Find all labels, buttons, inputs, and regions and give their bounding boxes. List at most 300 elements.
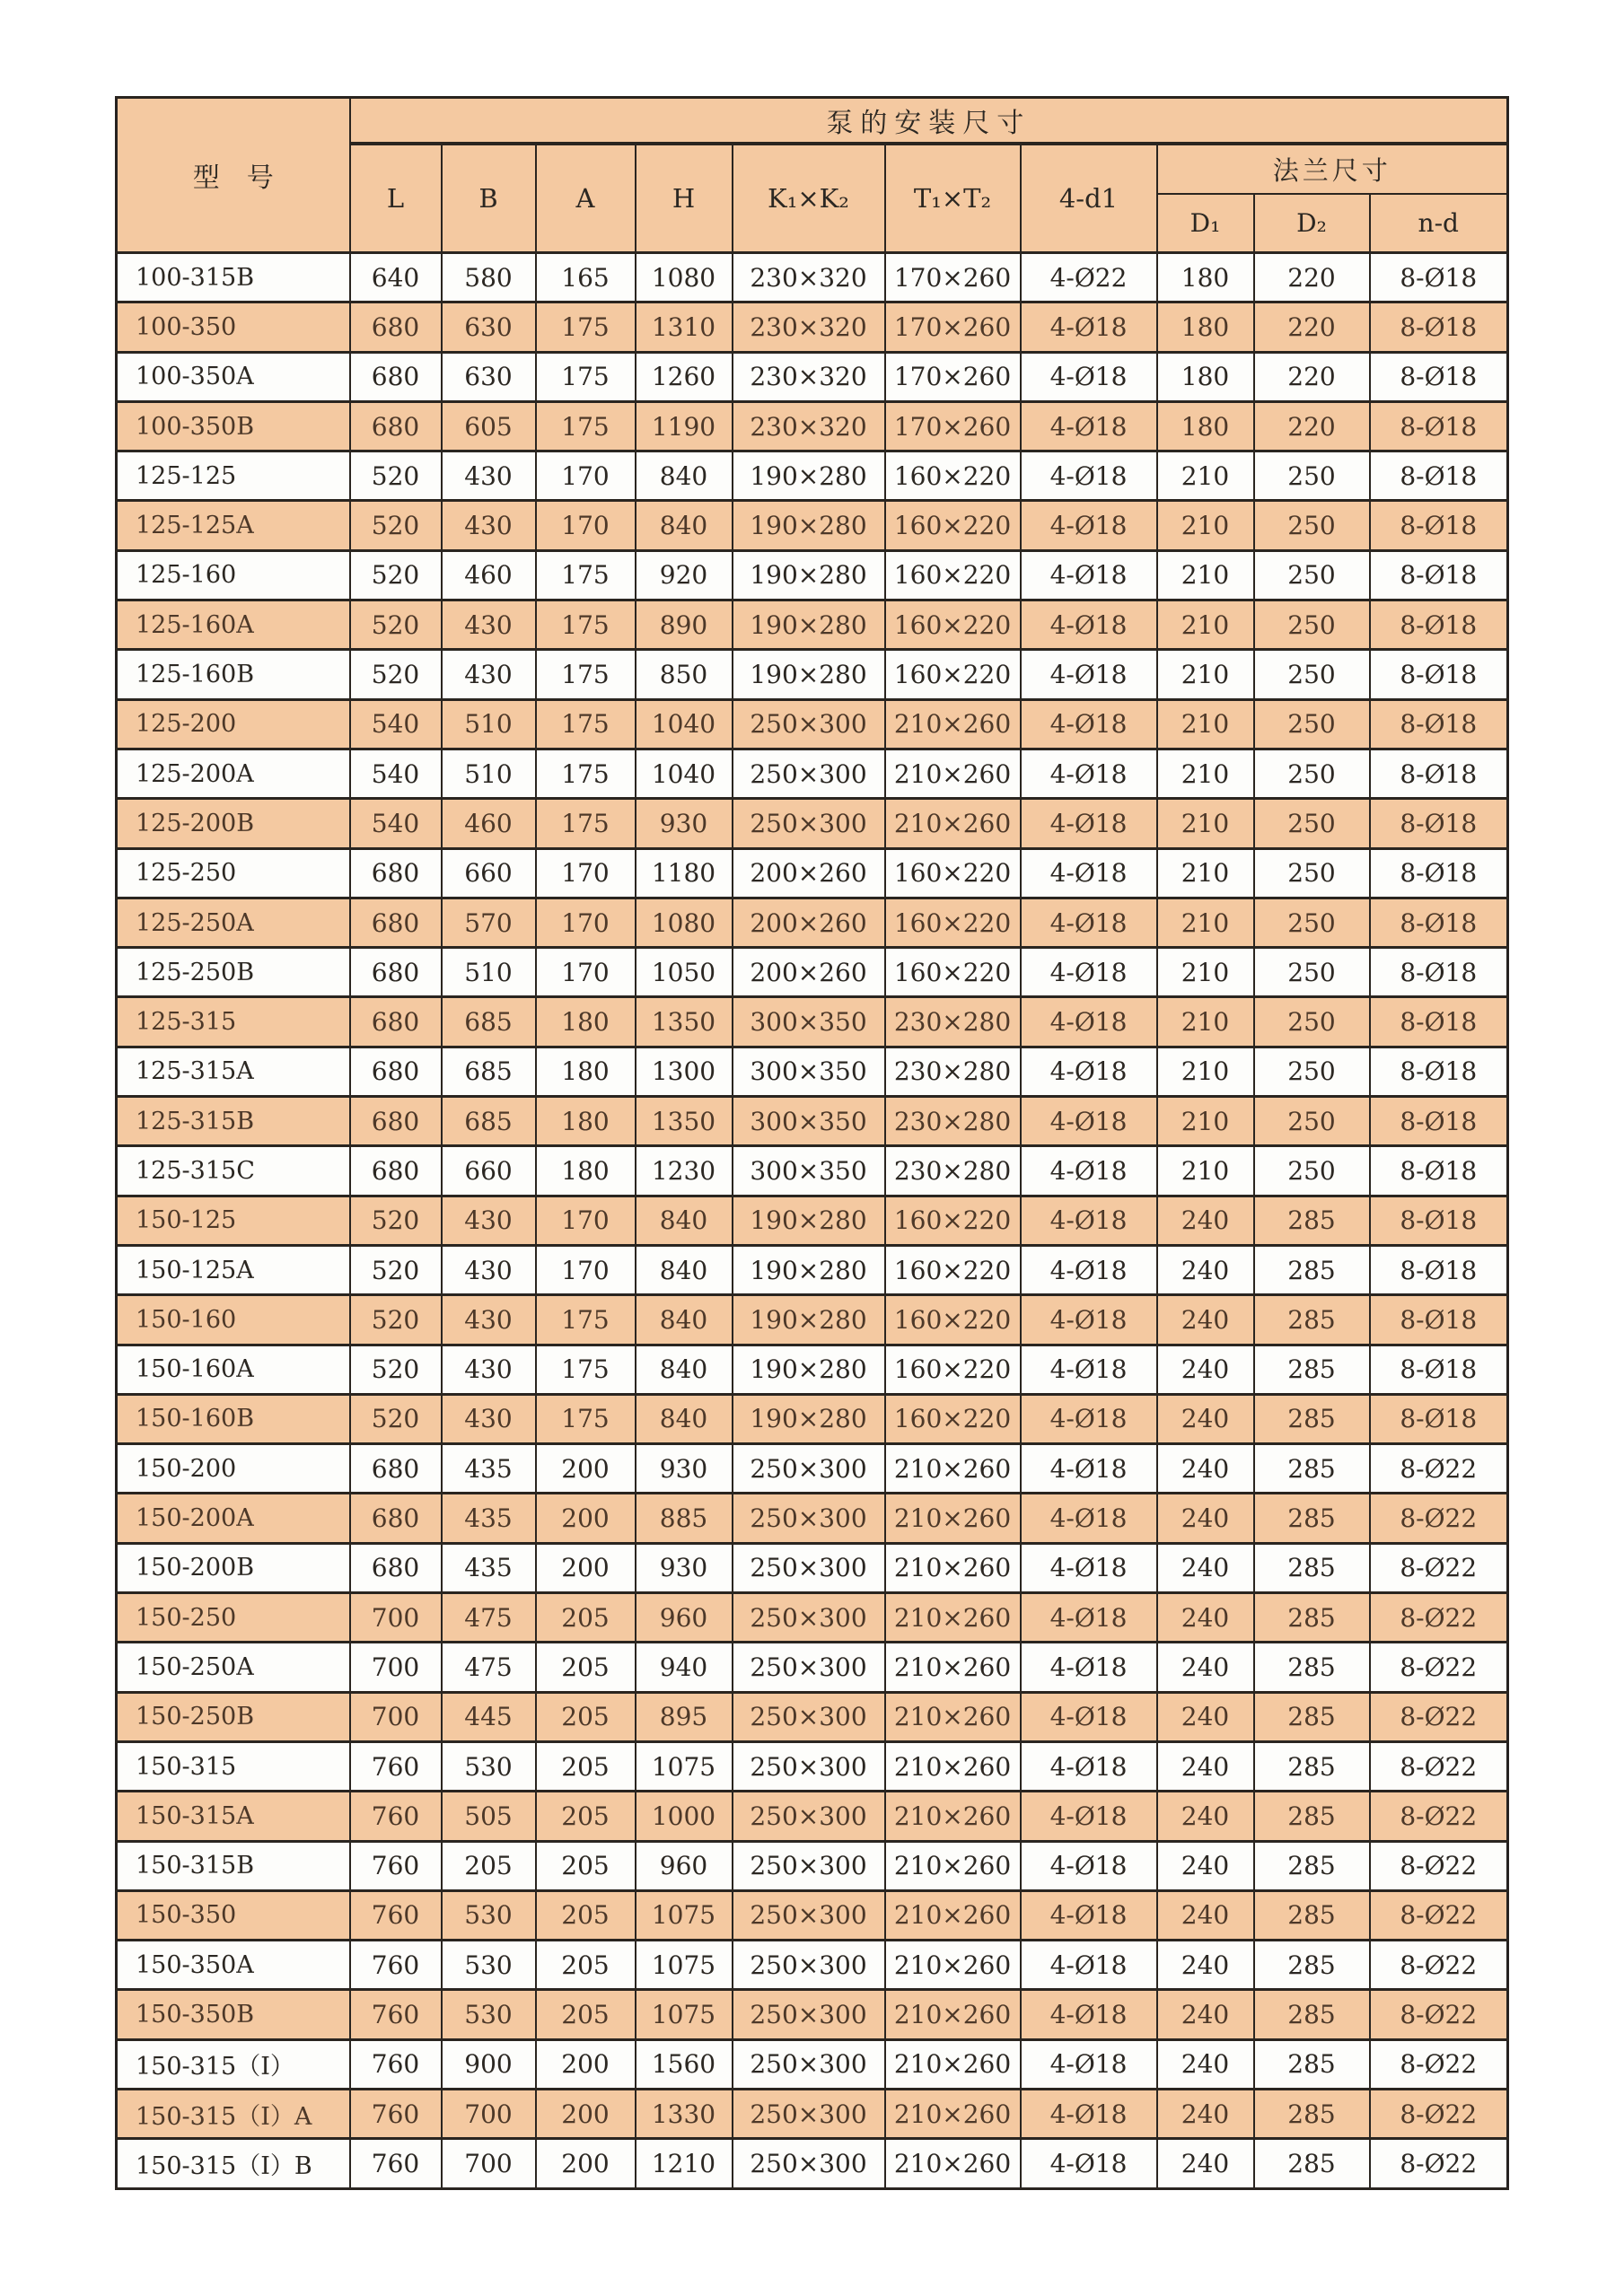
table-row bbox=[117, 1692, 1508, 1741]
cell-t1t2: 210×260 bbox=[885, 1990, 1021, 2039]
cell-a: 180 bbox=[536, 997, 636, 1047]
cell-b: 430 bbox=[442, 650, 536, 699]
cell-k1k2: 230×320 bbox=[733, 352, 885, 401]
cell-nd: 8-Ø18 bbox=[1370, 749, 1508, 798]
cell-a: 175 bbox=[536, 1394, 636, 1443]
cell-a: 200 bbox=[536, 2089, 636, 2138]
cell-a: 175 bbox=[536, 1295, 636, 1345]
cell-d2: 250 bbox=[1254, 501, 1370, 550]
cell-4d1: 4-Ø18 bbox=[1021, 1196, 1157, 1245]
cell-nd: 8-Ø18 bbox=[1370, 550, 1508, 600]
cell-nd: 8-Ø18 bbox=[1370, 1146, 1508, 1196]
cell-a: 205 bbox=[536, 1593, 636, 1643]
cell-b: 435 bbox=[442, 1494, 536, 1543]
cell-a: 170 bbox=[536, 898, 636, 947]
cell-d2: 250 bbox=[1254, 898, 1370, 947]
cell-k1k2: 250×300 bbox=[733, 1692, 885, 1741]
cell-h: 1190 bbox=[636, 401, 733, 451]
cell-nd: 8-Ø22 bbox=[1370, 1643, 1508, 1692]
cell-k1k2: 190×280 bbox=[733, 1245, 885, 1294]
cell-l: 760 bbox=[350, 1741, 442, 1791]
cell-b: 430 bbox=[442, 1245, 536, 1294]
cell-a: 200 bbox=[536, 2139, 636, 2188]
table-row bbox=[117, 1097, 1508, 1146]
cell-4d1: 4-Ø22 bbox=[1021, 253, 1157, 302]
cell-nd: 8-Ø18 bbox=[1370, 799, 1508, 848]
cell-t1t2: 160×220 bbox=[885, 1245, 1021, 1294]
cell-h: 1000 bbox=[636, 1792, 733, 1841]
cell-k1k2: 250×300 bbox=[733, 1543, 885, 1592]
cell-nd: 8-Ø18 bbox=[1370, 848, 1508, 898]
cell-model: 150-350 bbox=[117, 1890, 350, 1940]
cell-4d1: 4-Ø18 bbox=[1021, 898, 1157, 947]
cell-b: 580 bbox=[442, 253, 536, 302]
cell-a: 175 bbox=[536, 352, 636, 401]
cell-d2: 285 bbox=[1254, 2139, 1370, 2188]
cell-d1: 210 bbox=[1157, 699, 1254, 749]
cell-t1t2: 170×260 bbox=[885, 352, 1021, 401]
cell-a: 205 bbox=[536, 1941, 636, 1990]
cell-t1t2: 210×260 bbox=[885, 1841, 1021, 1890]
cell-h: 1210 bbox=[636, 2139, 733, 2188]
cell-k1k2: 250×300 bbox=[733, 1990, 885, 2039]
cell-model: 150-350A bbox=[117, 1941, 350, 1990]
cell-l: 680 bbox=[350, 848, 442, 898]
cell-d1: 210 bbox=[1157, 1047, 1254, 1096]
cell-t1t2: 160×220 bbox=[885, 600, 1021, 650]
cell-l: 540 bbox=[350, 699, 442, 749]
cell-a: 170 bbox=[536, 451, 636, 501]
cell-a: 200 bbox=[536, 2039, 636, 2089]
cell-4d1: 4-Ø18 bbox=[1021, 1543, 1157, 1592]
cell-t1t2: 230×280 bbox=[885, 1146, 1021, 1196]
cell-t1t2: 210×260 bbox=[885, 2139, 1021, 2188]
table-row bbox=[117, 1543, 1508, 1592]
cell-nd: 8-Ø18 bbox=[1370, 302, 1508, 352]
cell-l: 760 bbox=[350, 1841, 442, 1890]
cell-4d1: 4-Ø18 bbox=[1021, 1692, 1157, 1741]
cell-a: 205 bbox=[536, 1890, 636, 1940]
cell-b: 510 bbox=[442, 749, 536, 798]
cell-t1t2: 160×220 bbox=[885, 1295, 1021, 1345]
cell-4d1: 4-Ø18 bbox=[1021, 401, 1157, 451]
cell-k1k2: 250×300 bbox=[733, 1494, 885, 1543]
cell-b: 430 bbox=[442, 600, 536, 650]
cell-a: 180 bbox=[536, 1146, 636, 1196]
cell-a: 180 bbox=[536, 1047, 636, 1096]
cell-4d1: 4-Ø18 bbox=[1021, 997, 1157, 1047]
cell-k1k2: 250×300 bbox=[733, 1792, 885, 1841]
cell-d1: 240 bbox=[1157, 1543, 1254, 1592]
cell-model: 150-200A bbox=[117, 1494, 350, 1543]
cell-l: 680 bbox=[350, 1494, 442, 1543]
cell-k1k2: 250×300 bbox=[733, 2139, 885, 2188]
table-row bbox=[117, 1792, 1508, 1841]
cell-k1k2: 200×260 bbox=[733, 848, 885, 898]
cell-nd: 8-Ø18 bbox=[1370, 1047, 1508, 1096]
cell-a: 170 bbox=[536, 1245, 636, 1294]
cell-t1t2: 210×260 bbox=[885, 1741, 1021, 1791]
cell-a: 170 bbox=[536, 501, 636, 550]
cell-4d1: 4-Ø18 bbox=[1021, 2089, 1157, 2138]
cell-t1t2: 160×220 bbox=[885, 451, 1021, 501]
cell-t1t2: 210×260 bbox=[885, 699, 1021, 749]
cell-model: 125-250A bbox=[117, 898, 350, 947]
column-header-t1t2: T₁×T₂ bbox=[885, 144, 1021, 253]
cell-t1t2: 230×280 bbox=[885, 1097, 1021, 1146]
table-row bbox=[117, 799, 1508, 848]
cell-a: 175 bbox=[536, 799, 636, 848]
cell-k1k2: 230×320 bbox=[733, 401, 885, 451]
cell-l: 680 bbox=[350, 1097, 442, 1146]
cell-model: 125-315 bbox=[117, 997, 350, 1047]
cell-model: 150-160A bbox=[117, 1345, 350, 1394]
cell-4d1: 4-Ø18 bbox=[1021, 352, 1157, 401]
cell-4d1: 4-Ø18 bbox=[1021, 799, 1157, 848]
cell-t1t2: 210×260 bbox=[885, 1792, 1021, 1841]
cell-k1k2: 300×350 bbox=[733, 997, 885, 1047]
cell-4d1: 4-Ø18 bbox=[1021, 1593, 1157, 1643]
table-row bbox=[117, 1295, 1508, 1345]
cell-b: 445 bbox=[442, 1692, 536, 1741]
cell-d2: 250 bbox=[1254, 799, 1370, 848]
cell-4d1: 4-Ø18 bbox=[1021, 1394, 1157, 1443]
cell-model: 150-350B bbox=[117, 1990, 350, 2039]
cell-b: 530 bbox=[442, 1890, 536, 1940]
cell-nd: 8-Ø22 bbox=[1370, 1494, 1508, 1543]
cell-a: 200 bbox=[536, 1494, 636, 1543]
cell-d2: 285 bbox=[1254, 1494, 1370, 1543]
cell-k1k2: 200×260 bbox=[733, 898, 885, 947]
cell-l: 520 bbox=[350, 1245, 442, 1294]
cell-b: 700 bbox=[442, 2139, 536, 2188]
cell-k1k2: 300×350 bbox=[733, 1097, 885, 1146]
cell-model: 150-160B bbox=[117, 1394, 350, 1443]
cell-k1k2: 250×300 bbox=[733, 2039, 885, 2089]
cell-4d1: 4-Ø18 bbox=[1021, 1494, 1157, 1543]
cell-model: 125-160 bbox=[117, 550, 350, 600]
cell-a: 180 bbox=[536, 1097, 636, 1146]
cell-nd: 8-Ø18 bbox=[1370, 1394, 1508, 1443]
cell-nd: 8-Ø22 bbox=[1370, 1841, 1508, 1890]
table-row bbox=[117, 1890, 1508, 1940]
cell-d1: 210 bbox=[1157, 600, 1254, 650]
table-row bbox=[117, 2089, 1508, 2138]
cell-d2: 250 bbox=[1254, 550, 1370, 600]
table-row bbox=[117, 2139, 1508, 2188]
cell-h: 960 bbox=[636, 1593, 733, 1643]
cell-l: 700 bbox=[350, 1643, 442, 1692]
cell-nd: 8-Ø18 bbox=[1370, 650, 1508, 699]
cell-k1k2: 300×350 bbox=[733, 1146, 885, 1196]
cell-l: 520 bbox=[350, 1394, 442, 1443]
cell-k1k2: 190×280 bbox=[733, 1345, 885, 1394]
cell-d1: 240 bbox=[1157, 1345, 1254, 1394]
cell-b: 605 bbox=[442, 401, 536, 451]
cell-l: 680 bbox=[350, 1047, 442, 1096]
cell-k1k2: 230×320 bbox=[733, 253, 885, 302]
cell-model: 150-160 bbox=[117, 1295, 350, 1345]
cell-nd: 8-Ø22 bbox=[1370, 1792, 1508, 1841]
column-header-nd: n-d bbox=[1370, 194, 1508, 253]
cell-t1t2: 160×220 bbox=[885, 948, 1021, 997]
cell-a: 170 bbox=[536, 948, 636, 997]
table-row bbox=[117, 302, 1508, 352]
cell-d2: 250 bbox=[1254, 451, 1370, 501]
cell-nd: 8-Ø18 bbox=[1370, 501, 1508, 550]
cell-k1k2: 250×300 bbox=[733, 1741, 885, 1791]
cell-d2: 285 bbox=[1254, 1593, 1370, 1643]
cell-h: 1230 bbox=[636, 1146, 733, 1196]
cell-model: 150-315A bbox=[117, 1792, 350, 1841]
cell-b: 505 bbox=[442, 1792, 536, 1841]
cell-d2: 250 bbox=[1254, 848, 1370, 898]
cell-k1k2: 300×350 bbox=[733, 1047, 885, 1096]
cell-l: 680 bbox=[350, 1146, 442, 1196]
cell-d2: 285 bbox=[1254, 1444, 1370, 1494]
cell-k1k2: 190×280 bbox=[733, 550, 885, 600]
column-header-d2: D₂ bbox=[1254, 194, 1370, 253]
cell-t1t2: 210×260 bbox=[885, 1543, 1021, 1592]
cell-d2: 285 bbox=[1254, 1345, 1370, 1394]
cell-4d1: 4-Ø18 bbox=[1021, 1245, 1157, 1294]
cell-a: 205 bbox=[536, 1643, 636, 1692]
cell-nd: 8-Ø18 bbox=[1370, 401, 1508, 451]
cell-h: 1350 bbox=[636, 1097, 733, 1146]
cell-h: 1080 bbox=[636, 898, 733, 947]
cell-a: 175 bbox=[536, 650, 636, 699]
cell-4d1: 4-Ø18 bbox=[1021, 1643, 1157, 1692]
table-row bbox=[117, 898, 1508, 947]
cell-model: 125-160B bbox=[117, 650, 350, 699]
cell-l: 520 bbox=[350, 1196, 442, 1245]
table-header bbox=[117, 98, 1508, 253]
table-row bbox=[117, 1841, 1508, 1890]
cell-4d1: 4-Ø18 bbox=[1021, 1097, 1157, 1146]
cell-a: 175 bbox=[536, 550, 636, 600]
cell-nd: 8-Ø22 bbox=[1370, 2039, 1508, 2089]
model-column-header: 型 号 bbox=[117, 98, 350, 253]
column-header-4d1: 4-d1 bbox=[1021, 144, 1157, 253]
cell-d1: 240 bbox=[1157, 1741, 1254, 1791]
cell-d1: 240 bbox=[1157, 1841, 1254, 1890]
cell-l: 700 bbox=[350, 1593, 442, 1643]
column-header-h: H bbox=[636, 144, 733, 253]
cell-h: 840 bbox=[636, 1196, 733, 1245]
cell-k1k2: 190×280 bbox=[733, 501, 885, 550]
table-row bbox=[117, 501, 1508, 550]
cell-d2: 285 bbox=[1254, 2089, 1370, 2138]
cell-b: 430 bbox=[442, 501, 536, 550]
cell-h: 840 bbox=[636, 451, 733, 501]
cell-d2: 220 bbox=[1254, 253, 1370, 302]
cell-nd: 8-Ø18 bbox=[1370, 1245, 1508, 1294]
cell-h: 840 bbox=[636, 501, 733, 550]
cell-h: 1075 bbox=[636, 1741, 733, 1791]
cell-a: 175 bbox=[536, 302, 636, 352]
table-row bbox=[117, 550, 1508, 600]
cell-nd: 8-Ø22 bbox=[1370, 2139, 1508, 2188]
cell-4d1: 4-Ø18 bbox=[1021, 501, 1157, 550]
cell-a: 205 bbox=[536, 1841, 636, 1890]
cell-b: 430 bbox=[442, 1196, 536, 1245]
cell-k1k2: 250×300 bbox=[733, 1444, 885, 1494]
cell-nd: 8-Ø18 bbox=[1370, 600, 1508, 650]
cell-k1k2: 250×300 bbox=[733, 1890, 885, 1940]
table-row bbox=[117, 650, 1508, 699]
cell-k1k2: 190×280 bbox=[733, 600, 885, 650]
cell-model: 125-315A bbox=[117, 1047, 350, 1096]
cell-nd: 8-Ø18 bbox=[1370, 1295, 1508, 1345]
cell-d2: 285 bbox=[1254, 1990, 1370, 2039]
cell-t1t2: 210×260 bbox=[885, 1593, 1021, 1643]
cell-nd: 8-Ø22 bbox=[1370, 1593, 1508, 1643]
cell-nd: 8-Ø22 bbox=[1370, 1890, 1508, 1940]
column-header-l: L bbox=[350, 144, 442, 253]
cell-b: 660 bbox=[442, 848, 536, 898]
cell-4d1: 4-Ø18 bbox=[1021, 1841, 1157, 1890]
cell-h: 840 bbox=[636, 1245, 733, 1294]
table-title: 泵的安装尺寸 bbox=[350, 98, 1508, 144]
cell-b: 460 bbox=[442, 799, 536, 848]
cell-4d1: 4-Ø18 bbox=[1021, 2139, 1157, 2188]
cell-h: 1075 bbox=[636, 1890, 733, 1940]
cell-model: 150-250A bbox=[117, 1643, 350, 1692]
cell-h: 1260 bbox=[636, 352, 733, 401]
cell-d2: 220 bbox=[1254, 302, 1370, 352]
table-row bbox=[117, 1345, 1508, 1394]
cell-model: 150-315B bbox=[117, 1841, 350, 1890]
cell-nd: 8-Ø18 bbox=[1370, 253, 1508, 302]
cell-b: 700 bbox=[442, 2089, 536, 2138]
cell-d1: 240 bbox=[1157, 1444, 1254, 1494]
cell-h: 1075 bbox=[636, 1990, 733, 2039]
cell-d1: 180 bbox=[1157, 352, 1254, 401]
table-row bbox=[117, 600, 1508, 650]
cell-t1t2: 210×260 bbox=[885, 1643, 1021, 1692]
cell-4d1: 4-Ø18 bbox=[1021, 1741, 1157, 1791]
cell-t1t2: 210×260 bbox=[885, 799, 1021, 848]
cell-model: 150-200B bbox=[117, 1543, 350, 1592]
cell-4d1: 4-Ø18 bbox=[1021, 1345, 1157, 1394]
cell-h: 1040 bbox=[636, 749, 733, 798]
cell-b: 430 bbox=[442, 451, 536, 501]
cell-l: 760 bbox=[350, 2039, 442, 2089]
cell-l: 760 bbox=[350, 1941, 442, 1990]
cell-l: 760 bbox=[350, 1890, 442, 1940]
cell-l: 520 bbox=[350, 451, 442, 501]
cell-h: 1040 bbox=[636, 699, 733, 749]
cell-b: 900 bbox=[442, 2039, 536, 2089]
table-row bbox=[117, 699, 1508, 749]
cell-d2: 285 bbox=[1254, 1741, 1370, 1791]
cell-t1t2: 170×260 bbox=[885, 253, 1021, 302]
cell-a: 175 bbox=[536, 749, 636, 798]
cell-t1t2: 230×280 bbox=[885, 1047, 1021, 1096]
cell-d1: 210 bbox=[1157, 1097, 1254, 1146]
cell-b: 510 bbox=[442, 948, 536, 997]
table-row bbox=[117, 1643, 1508, 1692]
cell-model: 100-350A bbox=[117, 352, 350, 401]
cell-model: 150-315 bbox=[117, 1741, 350, 1791]
cell-d1: 210 bbox=[1157, 749, 1254, 798]
pump-dimension-table bbox=[115, 96, 1509, 2190]
cell-d1: 240 bbox=[1157, 2039, 1254, 2089]
cell-4d1: 4-Ø18 bbox=[1021, 1890, 1157, 1940]
cell-model: 125-315B bbox=[117, 1097, 350, 1146]
cell-h: 920 bbox=[636, 550, 733, 600]
cell-d2: 250 bbox=[1254, 1097, 1370, 1146]
cell-model: 150-315（I）B bbox=[117, 2139, 350, 2188]
table-row bbox=[117, 1245, 1508, 1294]
cell-t1t2: 210×260 bbox=[885, 749, 1021, 798]
cell-t1t2: 170×260 bbox=[885, 401, 1021, 451]
cell-b: 530 bbox=[442, 1741, 536, 1791]
table-row bbox=[117, 1444, 1508, 1494]
cell-h: 850 bbox=[636, 650, 733, 699]
cell-l: 640 bbox=[350, 253, 442, 302]
cell-b: 430 bbox=[442, 1345, 536, 1394]
cell-nd: 8-Ø18 bbox=[1370, 1097, 1508, 1146]
cell-l: 520 bbox=[350, 600, 442, 650]
cell-d1: 240 bbox=[1157, 2139, 1254, 2188]
cell-4d1: 4-Ø18 bbox=[1021, 600, 1157, 650]
cell-l: 680 bbox=[350, 352, 442, 401]
cell-4d1: 4-Ø18 bbox=[1021, 650, 1157, 699]
table-row bbox=[117, 401, 1508, 451]
cell-d1: 210 bbox=[1157, 898, 1254, 947]
cell-h: 1050 bbox=[636, 948, 733, 997]
cell-nd: 8-Ø18 bbox=[1370, 997, 1508, 1047]
cell-4d1: 4-Ø18 bbox=[1021, 699, 1157, 749]
cell-d2: 285 bbox=[1254, 1295, 1370, 1345]
cell-d1: 240 bbox=[1157, 1196, 1254, 1245]
cell-d1: 240 bbox=[1157, 1792, 1254, 1841]
column-header-b: B bbox=[442, 144, 536, 253]
cell-b: 430 bbox=[442, 1295, 536, 1345]
cell-nd: 8-Ø18 bbox=[1370, 898, 1508, 947]
cell-model: 150-200 bbox=[117, 1444, 350, 1494]
cell-d1: 210 bbox=[1157, 799, 1254, 848]
cell-k1k2: 250×300 bbox=[733, 1841, 885, 1890]
cell-d1: 240 bbox=[1157, 1394, 1254, 1443]
cell-d2: 250 bbox=[1254, 948, 1370, 997]
cell-d2: 285 bbox=[1254, 1792, 1370, 1841]
cell-h: 895 bbox=[636, 1692, 733, 1741]
cell-t1t2: 160×220 bbox=[885, 501, 1021, 550]
cell-d1: 180 bbox=[1157, 302, 1254, 352]
cell-4d1: 4-Ø18 bbox=[1021, 848, 1157, 898]
table-row bbox=[117, 1196, 1508, 1245]
cell-a: 175 bbox=[536, 699, 636, 749]
cell-d2: 285 bbox=[1254, 1394, 1370, 1443]
table-row bbox=[117, 948, 1508, 997]
table-row bbox=[117, 451, 1508, 501]
cell-l: 680 bbox=[350, 898, 442, 947]
cell-k1k2: 200×260 bbox=[733, 948, 885, 997]
cell-a: 170 bbox=[536, 1196, 636, 1245]
cell-a: 205 bbox=[536, 1741, 636, 1791]
cell-t1t2: 230×280 bbox=[885, 997, 1021, 1047]
cell-l: 520 bbox=[350, 650, 442, 699]
cell-d2: 285 bbox=[1254, 1643, 1370, 1692]
cell-l: 680 bbox=[350, 1444, 442, 1494]
cell-b: 460 bbox=[442, 550, 536, 600]
cell-d2: 250 bbox=[1254, 749, 1370, 798]
cell-l: 540 bbox=[350, 799, 442, 848]
column-header-a: A bbox=[536, 144, 636, 253]
cell-l: 540 bbox=[350, 749, 442, 798]
